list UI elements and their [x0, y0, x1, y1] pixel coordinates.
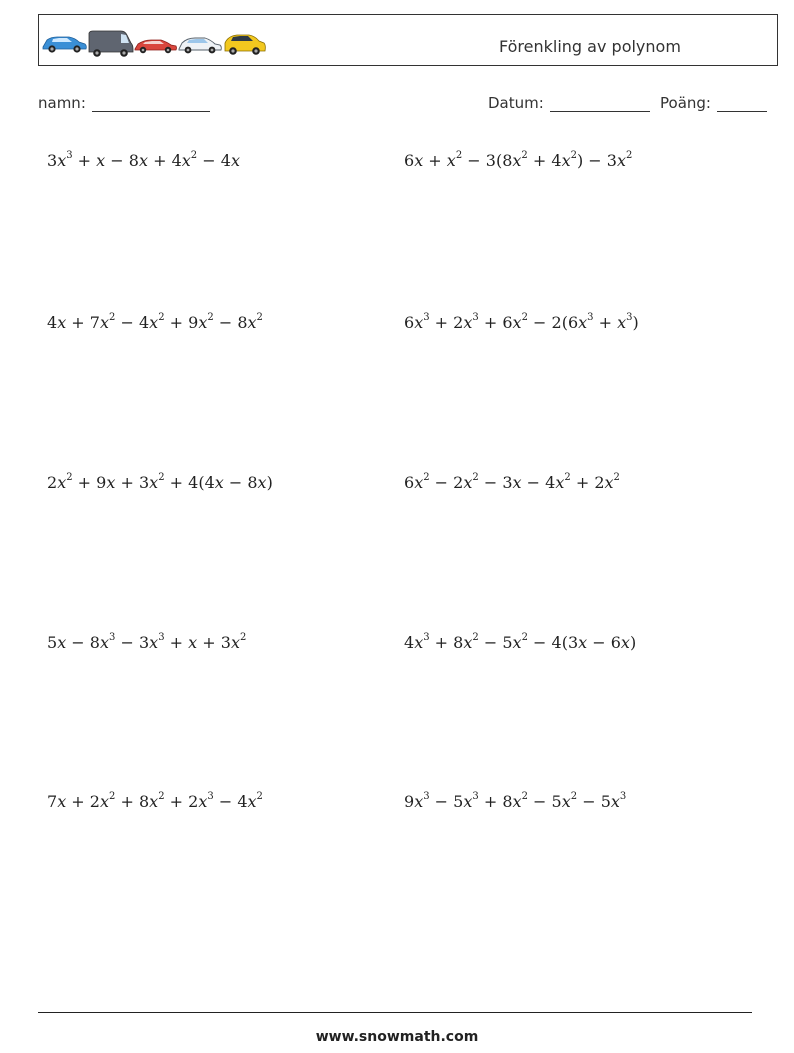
red-car-icon — [135, 40, 177, 53]
exponent: 2 — [521, 150, 528, 161]
term-text: − 8 — [66, 633, 100, 652]
term-text: − 3(8 — [462, 151, 513, 170]
exponent: 2 — [109, 312, 116, 323]
variable: x — [181, 151, 191, 170]
exponent: 3 — [109, 632, 116, 643]
variable: x — [561, 792, 571, 811]
exponent: 2 — [158, 472, 165, 483]
variable: x — [578, 633, 588, 652]
problem-5 — [47, 472, 273, 492]
variable: x — [57, 473, 67, 492]
exponent: 2 — [613, 472, 620, 483]
exponent: 3 — [626, 312, 633, 323]
term-text: − 5 — [577, 792, 611, 811]
term-text: − 4 — [115, 313, 150, 332]
exponent: 3 — [587, 312, 594, 323]
problem-9 — [47, 791, 263, 811]
variable: x — [617, 313, 627, 332]
term-text: 6 — [404, 151, 415, 170]
variable: x — [99, 313, 110, 332]
exponent: 2 — [423, 472, 430, 483]
variable: x — [57, 313, 67, 332]
problem-3 — [47, 312, 263, 332]
term-text: + — [593, 313, 618, 332]
exponent: 2 — [472, 472, 479, 483]
variable: x — [230, 633, 240, 652]
variable: x — [99, 792, 110, 811]
exponent: 2 — [256, 312, 263, 323]
problem-8 — [404, 632, 636, 652]
problem-6 — [404, 472, 620, 492]
term-text: + 2 — [164, 792, 199, 811]
term-text: − 3 — [115, 633, 150, 652]
term-text: − 8 — [105, 151, 139, 170]
variable: x — [414, 151, 424, 170]
term-text: + — [423, 151, 447, 170]
term-text: − 8 — [213, 313, 248, 332]
term-text: + 6 — [478, 313, 513, 332]
term-text: + 2 — [570, 473, 605, 492]
term-text: 2 — [47, 473, 58, 492]
term-text: − 8 — [223, 473, 258, 492]
term-text: + 8 — [115, 792, 150, 811]
variable: x — [198, 792, 208, 811]
white-car-icon — [179, 38, 221, 53]
term-text: + 2 — [66, 792, 100, 811]
exponent: 3 — [472, 791, 479, 802]
variable: x — [414, 792, 424, 811]
exponent: 3 — [619, 791, 627, 802]
cars-banner — [41, 25, 269, 57]
variable: x — [57, 633, 67, 652]
exponent: 2 — [521, 632, 528, 643]
worksheet-title: Förenkling av polynom — [499, 37, 681, 56]
variable: x — [57, 151, 67, 170]
exponent: 3 — [158, 632, 165, 643]
term-text: + 9 — [72, 473, 107, 492]
variable: x — [214, 473, 224, 492]
variable: x — [463, 633, 473, 652]
blue-car-icon — [43, 37, 86, 53]
variable: x — [138, 151, 148, 170]
exponent: 2 — [158, 312, 165, 323]
variable: x — [463, 792, 473, 811]
variable: x — [149, 313, 159, 332]
exponent: 2 — [239, 632, 247, 643]
date-line[interactable] — [550, 97, 650, 112]
term-text: + — [164, 633, 189, 652]
variable: x — [414, 633, 424, 652]
variable: x — [247, 792, 257, 811]
term-text: ) − 3 — [576, 151, 617, 170]
exponent: 3 — [472, 312, 479, 323]
term-text: + 3 — [197, 633, 231, 652]
exponent: 2 — [256, 791, 263, 802]
term-text: − 4 — [521, 473, 556, 492]
date-label: Datum: — [488, 94, 544, 112]
gray-van-icon — [89, 31, 133, 57]
variable: x — [604, 473, 614, 492]
variable: x — [99, 633, 110, 652]
term-text: − 6 — [587, 633, 621, 652]
term-text: − 4(3 — [527, 633, 579, 652]
problem-7 — [47, 632, 246, 652]
name-label: namn: — [38, 94, 86, 112]
variable: x — [610, 792, 620, 811]
term-text: + 8 — [478, 792, 513, 811]
variable: x — [555, 473, 565, 492]
footer-url: www.snowmath.com — [315, 1029, 479, 1045]
variable: x — [561, 151, 571, 170]
exponent: 2 — [521, 791, 528, 802]
variable: x — [149, 473, 159, 492]
term-text: − 3 — [478, 473, 513, 492]
variable: x — [414, 473, 424, 492]
exponent: 2 — [570, 150, 577, 161]
term-text: + 2 — [429, 313, 464, 332]
term-text: + 8 — [429, 633, 464, 652]
exponent: 3 — [423, 312, 430, 323]
exponent: 2 — [455, 150, 463, 161]
term-text: + 4 — [527, 151, 562, 170]
exponent: 3 — [423, 791, 430, 802]
name-field — [38, 94, 210, 112]
variable: x — [512, 633, 522, 652]
variable: x — [247, 313, 257, 332]
variable: x — [57, 792, 67, 811]
variable: x — [198, 313, 208, 332]
term-text: ) — [632, 313, 639, 332]
term-text: 7 — [47, 792, 58, 811]
exponent: 2 — [564, 472, 571, 483]
term-text: + 7 — [66, 313, 100, 332]
exponent: 3 — [66, 150, 73, 161]
name-line[interactable] — [92, 97, 210, 112]
variable: x — [512, 792, 522, 811]
variable: x — [149, 633, 159, 652]
term-text: + 4 — [148, 151, 182, 170]
variable: x — [106, 473, 116, 492]
problem-10 — [404, 791, 626, 811]
variable: x — [414, 313, 424, 332]
term-text: − 5 — [527, 792, 562, 811]
term-text: − 4 — [213, 792, 248, 811]
variable: x — [463, 313, 473, 332]
term-text: 5 — [47, 633, 58, 652]
term-text: − 2(6 — [527, 313, 579, 332]
variable: x — [463, 473, 473, 492]
term-text: 4 — [404, 633, 415, 652]
variable: x — [446, 151, 456, 170]
variable: x — [257, 473, 267, 492]
exponent: 2 — [570, 791, 578, 802]
exponent: 2 — [190, 150, 198, 161]
term-text: 6 — [404, 313, 415, 332]
term-text: + 4(4 — [164, 473, 215, 492]
date-field — [488, 94, 650, 112]
variable: x — [188, 633, 198, 652]
exponent: 2 — [207, 312, 214, 323]
term-text: − 5 — [478, 633, 513, 652]
exponent: 2 — [66, 472, 73, 483]
problem-1 — [47, 150, 240, 170]
exponent: 2 — [626, 150, 633, 161]
exponent: 2 — [472, 632, 479, 643]
problem-4 — [404, 312, 639, 332]
variable: x — [512, 473, 522, 492]
term-text: 6 — [404, 473, 415, 492]
variable: x — [149, 792, 159, 811]
term-text: ) — [266, 473, 273, 492]
term-text: ) — [629, 633, 637, 652]
variable: x — [230, 151, 240, 170]
term-text: − 2 — [429, 473, 464, 492]
score-label: Poäng: — [660, 94, 711, 112]
exponent: 3 — [423, 632, 430, 643]
term-text: 3 — [47, 151, 58, 170]
variable: x — [512, 313, 522, 332]
exponent: 3 — [207, 791, 214, 802]
term-text: 9 — [404, 792, 415, 811]
exponent: 2 — [109, 791, 116, 802]
variable: x — [620, 633, 630, 652]
header-box — [38, 14, 778, 66]
score-line[interactable] — [717, 97, 767, 112]
term-text: − 5 — [429, 792, 464, 811]
yellow-car-icon — [225, 35, 265, 55]
term-text: + 3 — [115, 473, 150, 492]
term-text: 4 — [47, 313, 58, 332]
term-text: + 9 — [164, 313, 199, 332]
exponent: 2 — [521, 312, 528, 323]
term-text: + — [72, 151, 97, 170]
score-field — [660, 94, 767, 112]
variable: x — [512, 151, 522, 170]
problem-2 — [404, 150, 632, 170]
variable: x — [96, 151, 106, 170]
variable: x — [616, 151, 626, 170]
footer-rule — [38, 1012, 752, 1013]
variable: x — [578, 313, 588, 332]
exponent: 2 — [158, 791, 165, 802]
term-text: − 4 — [197, 151, 231, 170]
